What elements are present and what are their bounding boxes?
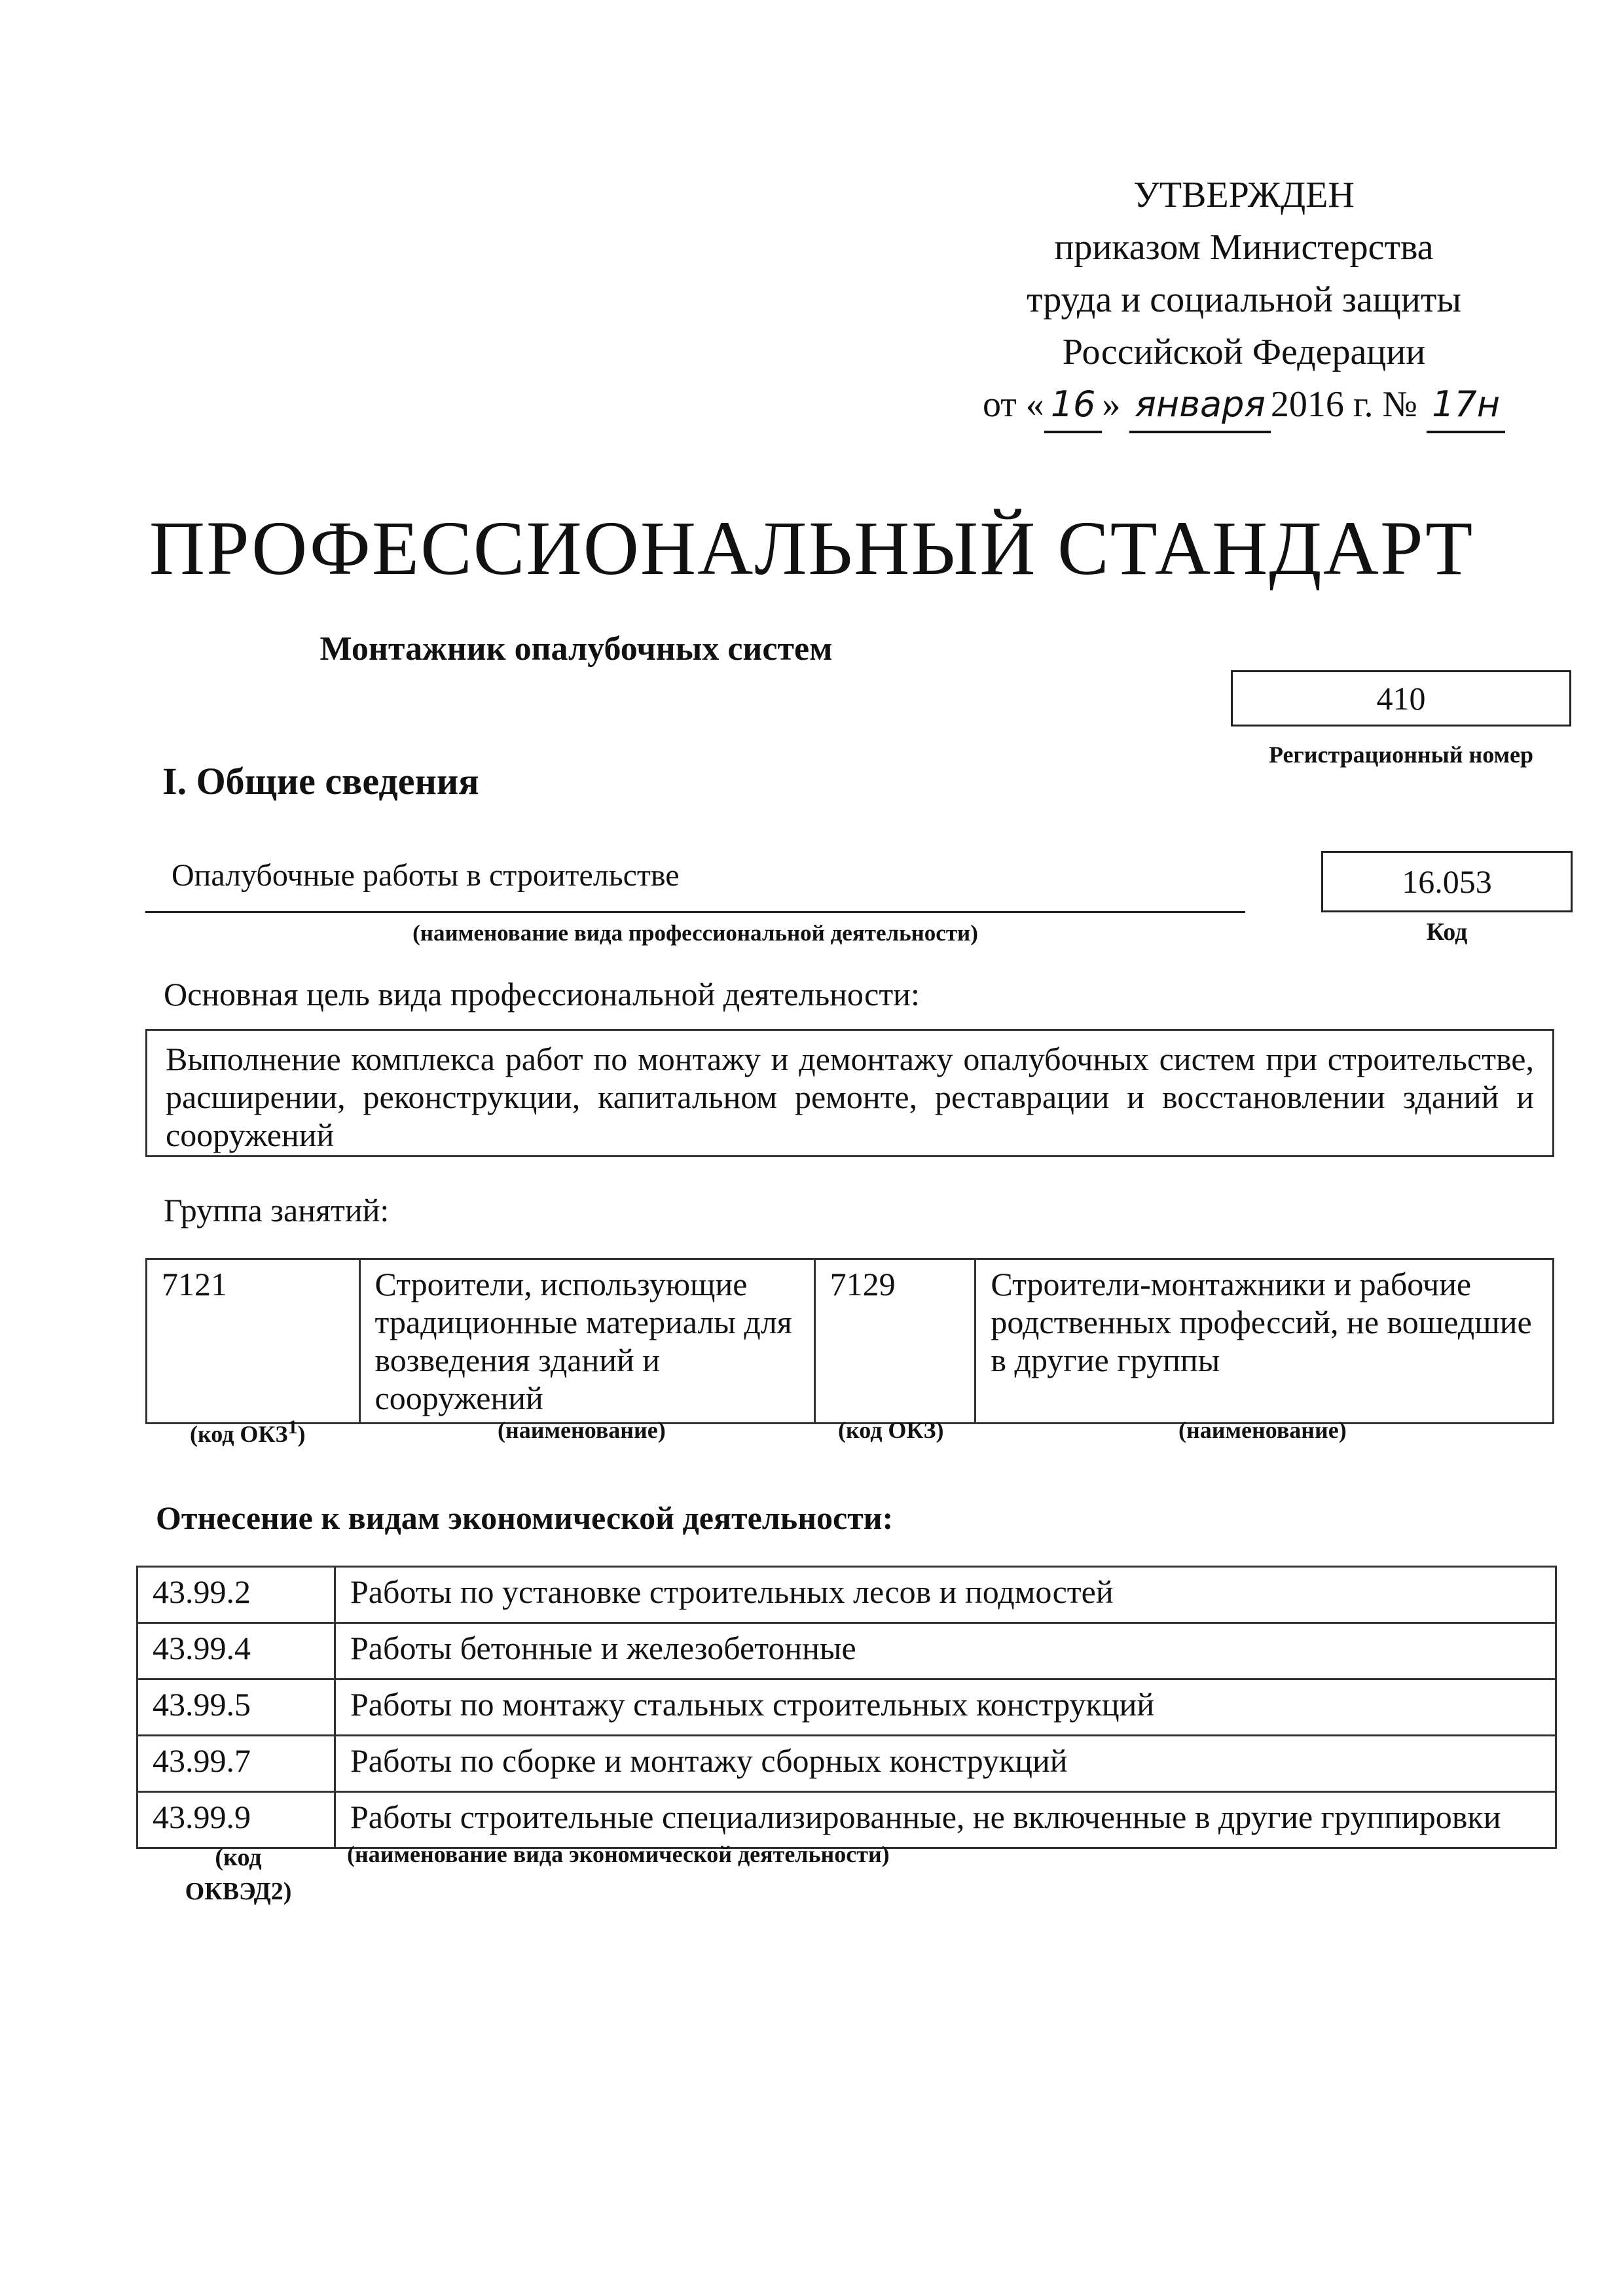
approval-date-line — [982, 378, 1506, 433]
table-row — [137, 1567, 1556, 1623]
okved-name-cell: Работы строительные специализированные, не включенные в другие группировки — [335, 1792, 1556, 1848]
handwritten-order-number: 17н — [1427, 378, 1505, 433]
date-mid: » — [1102, 384, 1121, 425]
okved-code-cell: 43.99.7 — [137, 1736, 335, 1792]
activity-code-caption: Код — [1426, 918, 1468, 946]
document-title: ПРОФЕССИОНАЛЬНЫЙ СТАНДАРТ — [149, 505, 1474, 591]
okz-code-cell: 7129 — [814, 1259, 976, 1424]
okz-code-caption-2: (код ОКЗ) — [838, 1417, 944, 1443]
okved-name-cell: Работы по сборке и монтажу сборных конструкций — [335, 1736, 1556, 1792]
approval-line-ministry: труда и социальной защиты — [1027, 279, 1461, 320]
activity-name: Опалубочные работы в строительстве — [172, 858, 680, 893]
okz-name-caption-2: (наименование) — [1178, 1417, 1347, 1443]
occupation-group-table — [145, 1258, 1554, 1424]
table-row — [147, 1259, 1554, 1424]
okved-name-cell: Работы по установке строительных лесов и подмостей — [335, 1567, 1556, 1623]
activity-underline — [145, 911, 1245, 913]
table-row — [137, 1679, 1556, 1736]
okved-name-caption: (наименование вида экономической деятельности) — [347, 1841, 890, 1867]
date-number-prefix: г. № — [1353, 384, 1417, 425]
okved-code-cell: 43.99.2 — [137, 1567, 335, 1623]
approval-line-order: приказом Министерства — [1054, 227, 1434, 268]
date-year: 2016 — [1270, 384, 1344, 425]
okz-name-cell: Строители-монтажники и рабочие родственных профессий, не вошедшие в другие группы — [976, 1259, 1554, 1424]
approval-heading: УТВЕРЖДЕН — [1133, 175, 1355, 215]
okved-code-cell: 43.99.9 — [137, 1792, 335, 1848]
handwritten-month: января — [1129, 378, 1270, 433]
activity-code-box: 16.053 — [1321, 851, 1573, 912]
okved-code-cell: 43.99.4 — [137, 1623, 335, 1679]
okz-code-caption: (код ОКЗ$^1$) — [190, 1416, 306, 1447]
approval-block — [982, 169, 1506, 433]
table-row — [137, 1623, 1556, 1679]
registration-number-box: 410 — [1231, 670, 1571, 726]
activity-caption: (наименование вида профессиональной деятельности) — [412, 920, 978, 946]
date-prefix: от « — [982, 384, 1044, 425]
document-subtitle: Монтажник опалубочных систем — [319, 630, 833, 668]
okved-code-cell: 43.99.5 — [137, 1679, 335, 1736]
table-row — [137, 1736, 1556, 1792]
registration-number-caption: Регистрационный номер — [1268, 742, 1534, 768]
okz-name-caption: (наименование) — [498, 1417, 666, 1443]
economic-activity-table — [136, 1566, 1557, 1849]
table-row — [137, 1792, 1556, 1848]
okved-name-cell: Работы по монтажу стальных строительных конструкций — [335, 1679, 1556, 1736]
okz-name-cell: Строители, использующие традиционные материалы для возведения зданий и сооружений — [359, 1259, 814, 1424]
okved-name-cell: Работы бетонные и железобетонные — [335, 1623, 1556, 1679]
approval-line-country: Российской Федерации — [1062, 332, 1426, 372]
occupation-group-label: Группа занятий: — [164, 1192, 390, 1229]
economic-activity-label: Отнесение к видам экономической деятельности: — [156, 1499, 894, 1536]
goal-label: Основная цель вида профессиональной деятельности: — [164, 976, 920, 1013]
okz-code-cell: 7121 — [147, 1259, 360, 1424]
section-title: I. Общие сведения — [162, 760, 479, 802]
okved-code-caption: (код ОКВЭД2) — [185, 1844, 292, 1905]
handwritten-day: 16 — [1044, 378, 1103, 433]
goal-text-box: Выполнение комплекса работ по монтажу и демонтажу опалубочных систем при строительстве, расширении, реконструкции, капитальном ремонте, реставрации и восстановлении зданий и сооружений — [145, 1029, 1554, 1157]
